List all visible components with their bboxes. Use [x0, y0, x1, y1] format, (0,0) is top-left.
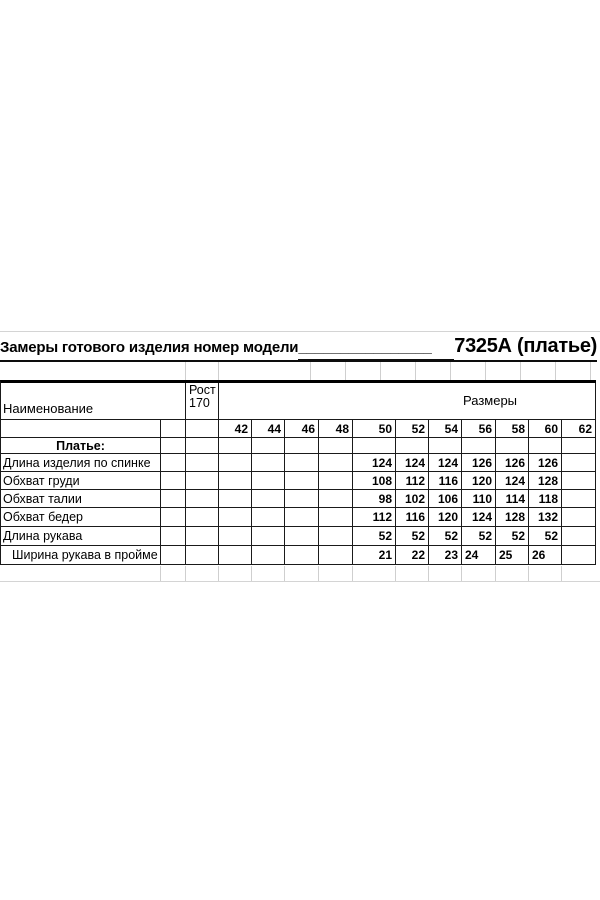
value-cell — [219, 508, 252, 527]
empty-cell — [161, 508, 186, 527]
value-cell: 128 — [529, 472, 562, 490]
value-cell — [319, 546, 353, 565]
value-cell — [562, 546, 596, 565]
gridline — [450, 362, 451, 380]
value-cell: 108 — [353, 472, 396, 490]
value-cell: 132 — [529, 508, 562, 527]
table-row — [1, 438, 596, 454]
value-cell — [285, 454, 319, 472]
row-label: Длина рукава — [1, 527, 161, 546]
gridline — [590, 362, 591, 380]
size-column-header: 48 — [319, 420, 353, 438]
size-column-header: 52 — [396, 420, 429, 438]
empty-cell — [161, 454, 186, 472]
size-header-row — [1, 420, 596, 438]
gridline — [310, 362, 311, 380]
value-cell: 124 — [353, 454, 396, 472]
table-row — [1, 472, 596, 490]
table-row — [1, 454, 596, 472]
gridline — [218, 566, 219, 581]
value-cell: 52 — [462, 527, 496, 546]
value-cell — [285, 490, 319, 508]
value-cell: 120 — [462, 472, 496, 490]
value-cell — [562, 472, 596, 490]
gridline — [352, 566, 353, 581]
value-cell: 112 — [353, 508, 396, 527]
empty-cell — [1, 420, 161, 438]
value-cell — [319, 438, 353, 454]
value-cell: 52 — [429, 527, 462, 546]
value-cell — [562, 527, 596, 546]
size-column-header: 42 — [219, 420, 252, 438]
table-row — [1, 527, 596, 546]
size-column-header: 44 — [252, 420, 285, 438]
value-cell — [529, 438, 562, 454]
value-cell: 114 — [496, 490, 529, 508]
empty-cell — [161, 438, 186, 454]
value-cell: 52 — [396, 527, 429, 546]
value-cell — [252, 438, 285, 454]
value-cell: 23 — [429, 546, 462, 565]
gridline — [555, 362, 556, 380]
row-label: Обхват талии — [1, 490, 161, 508]
value-cell — [319, 454, 353, 472]
value-cell — [219, 546, 252, 565]
value-cell — [562, 490, 596, 508]
gridline — [495, 566, 496, 581]
value-cell: 126 — [496, 454, 529, 472]
row-label: Ширина рукава в пройме — [1, 546, 161, 565]
empty-cell — [161, 546, 186, 565]
empty-cell — [186, 527, 219, 546]
value-cell — [562, 438, 596, 454]
sizes-header-label: Размеры — [463, 393, 518, 408]
gridline — [415, 362, 416, 380]
gridline — [461, 566, 462, 581]
row-label: Длина изделия по спинке — [1, 454, 161, 472]
value-cell: 24 — [462, 546, 496, 565]
empty-cell — [161, 420, 186, 438]
table-body — [1, 438, 596, 565]
size-column-header: 62 — [562, 420, 596, 438]
value-cell: 106 — [429, 490, 462, 508]
gridline — [485, 362, 486, 380]
size-column-header: 54 — [429, 420, 462, 438]
value-cell: 112 — [396, 472, 429, 490]
gridline — [561, 566, 562, 581]
gridline — [318, 566, 319, 581]
value-cell: 124 — [462, 508, 496, 527]
value-cell — [252, 527, 285, 546]
gridline — [284, 566, 285, 581]
table-row — [1, 490, 596, 508]
value-cell: 98 — [353, 490, 396, 508]
empty-cell — [186, 420, 219, 438]
value-cell: 26 — [529, 546, 562, 565]
empty-cell — [161, 472, 186, 490]
value-cell — [319, 508, 353, 527]
measurements-table — [0, 380, 596, 565]
value-cell: 22 — [396, 546, 429, 565]
empty-cell — [186, 490, 219, 508]
value-cell: 120 — [429, 508, 462, 527]
gridline — [251, 566, 252, 581]
sizes-header-cell — [219, 383, 596, 420]
value-cell — [319, 472, 353, 490]
value-cell — [252, 454, 285, 472]
empty-cell — [186, 508, 219, 527]
value-cell — [252, 546, 285, 565]
value-cell — [462, 438, 496, 454]
value-cell: 116 — [429, 472, 462, 490]
value-cell: 128 — [496, 508, 529, 527]
value-cell: 124 — [496, 472, 529, 490]
name-header-cell: Наименование — [1, 383, 186, 420]
value-cell — [319, 490, 353, 508]
empty-cell — [186, 546, 219, 565]
value-cell — [562, 454, 596, 472]
value-cell: 21 — [353, 546, 396, 565]
value-cell — [252, 490, 285, 508]
height-header-line2: 170 — [189, 396, 210, 410]
value-cell — [285, 527, 319, 546]
value-cell — [252, 508, 285, 527]
title-model-number: 7325А (платье) — [454, 335, 597, 357]
empty-cell — [161, 490, 186, 508]
row-label: Платье: — [1, 438, 161, 454]
document-title — [0, 333, 597, 362]
empty-cell — [161, 527, 186, 546]
value-cell: 124 — [429, 454, 462, 472]
gridline — [528, 566, 529, 581]
gridline — [0, 331, 600, 332]
gridline — [160, 566, 161, 581]
value-cell: 102 — [396, 490, 429, 508]
value-cell — [252, 472, 285, 490]
value-cell — [562, 508, 596, 527]
value-cell — [285, 508, 319, 527]
size-column-header: 58 — [496, 420, 529, 438]
value-cell: 25 — [496, 546, 529, 565]
value-cell — [219, 454, 252, 472]
table-row — [1, 508, 596, 527]
empty-cell — [186, 472, 219, 490]
value-cell — [285, 472, 319, 490]
value-cell: 126 — [529, 454, 562, 472]
value-cell — [219, 472, 252, 490]
value-cell — [219, 527, 252, 546]
value-cell — [496, 438, 529, 454]
value-cell — [429, 438, 462, 454]
value-cell: 52 — [529, 527, 562, 546]
empty-cell — [186, 438, 219, 454]
empty-cell — [186, 454, 219, 472]
value-cell: 124 — [396, 454, 429, 472]
size-column-header: 46 — [285, 420, 319, 438]
value-cell — [219, 490, 252, 508]
value-cell: 110 — [462, 490, 496, 508]
value-cell: 52 — [496, 527, 529, 546]
value-cell: 118 — [529, 490, 562, 508]
title-underscore-fill: ________________ — [298, 334, 454, 361]
title-text: Замеры готового изделия номер модели — [0, 339, 299, 356]
size-column-header: 50 — [353, 420, 396, 438]
height-header-line1: Рост — [189, 383, 216, 397]
value-cell — [396, 438, 429, 454]
value-cell: 116 — [396, 508, 429, 527]
gridline — [395, 566, 396, 581]
gridline — [0, 581, 600, 582]
table-header-row — [1, 383, 596, 420]
row-label: Обхват бедер — [1, 508, 161, 527]
row-label: Обхват груди — [1, 472, 161, 490]
gridline — [520, 362, 521, 380]
gridline — [380, 362, 381, 380]
height-header-cell — [186, 383, 219, 420]
gridline — [428, 566, 429, 581]
table-row — [1, 546, 596, 565]
size-column-header: 56 — [462, 420, 496, 438]
value-cell — [219, 438, 252, 454]
value-cell — [285, 438, 319, 454]
value-cell — [353, 438, 396, 454]
value-cell: 126 — [462, 454, 496, 472]
size-column-header: 60 — [529, 420, 562, 438]
gridline — [185, 566, 186, 581]
gridline — [345, 362, 346, 380]
value-cell — [285, 546, 319, 565]
value-cell — [319, 527, 353, 546]
gridline — [185, 362, 186, 380]
gridline — [218, 362, 219, 380]
value-cell: 52 — [353, 527, 396, 546]
